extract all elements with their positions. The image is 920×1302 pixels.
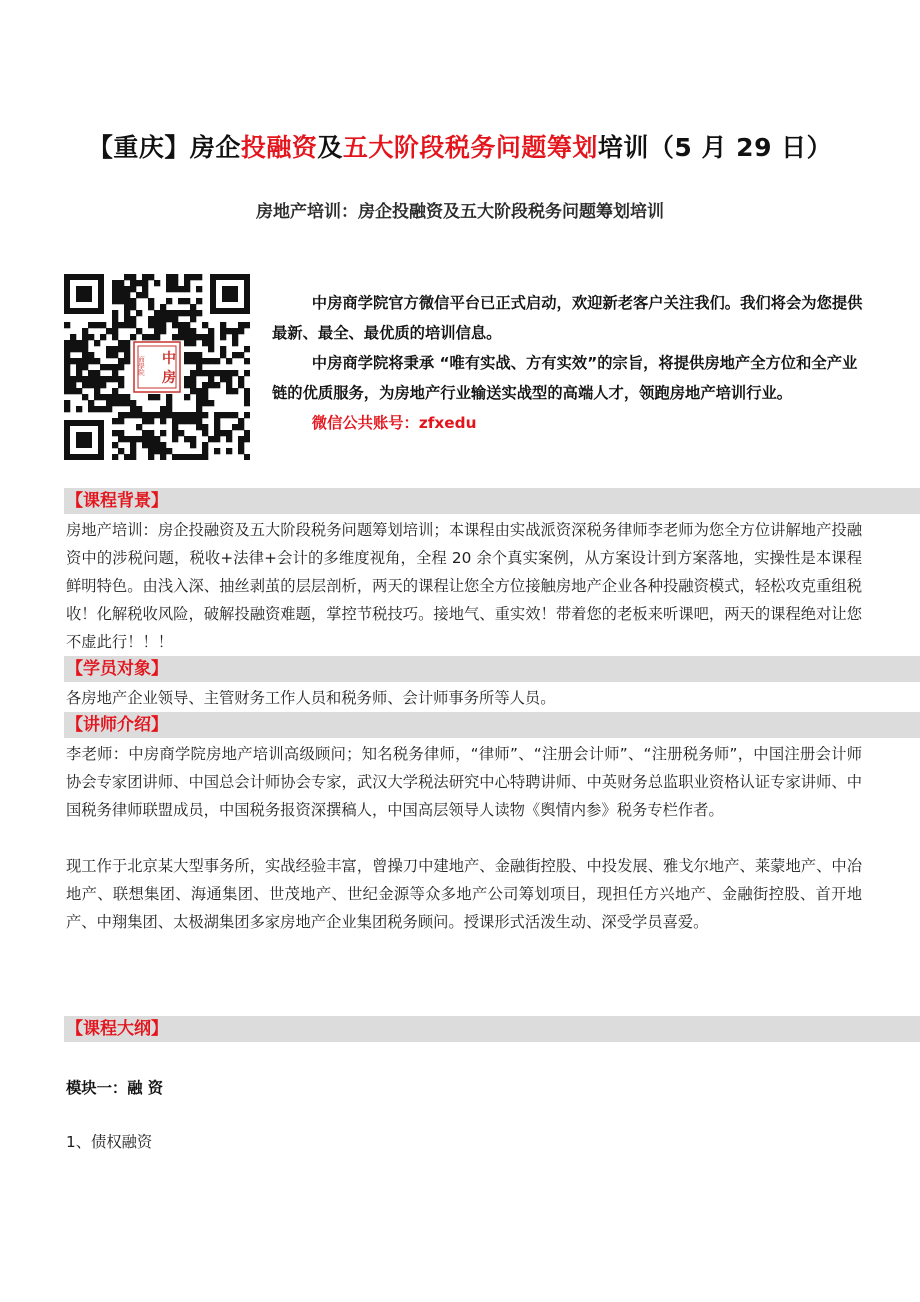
background-paragraph: 房地产培训：房企投融资及五大阶段税务问题筹划培训；本课程由实战派资深税务律师李老师为您全方位讲解地产投融资中的涉税问题，税收+法律+会计的多维度视角，全程 20 余个真实案例，从方案设计到方案落地，实操性是本课程鲜明特色。由浅入深、抽丝剥茧的层层剖析，两天的课程让您全方位接触房地产企业各种投融资模式，轻松攻克重组税收！化解税收风险，破解投融资难题，掌控节税技巧。接地气、重实效！带着您的老板来听课吧，两天的课程绝对让您不虚此行！！！: [66, 521, 862, 651]
lecturer-text: [66, 740, 862, 936]
qr-code-icon: [64, 274, 250, 460]
logo-char-1: 中: [162, 351, 176, 367]
title-highlight-1: 投融资: [240, 133, 318, 162]
logo-char-2: 房: [162, 370, 176, 386]
page-subtitle: 房地产培训：房企投融资及五大阶段税务问题筹划培训: [256, 202, 664, 222]
intro-paragraph-1: 中房商学院官方微信平台已正式启动，欢迎新老客户关注我们。我们将会为您提供最新、最全、最优质的培训信息。: [272, 294, 863, 342]
wechat-account: 微信公共账号：zfxedu: [311, 414, 477, 432]
page-title: [0, 128, 920, 168]
audience-text: [66, 684, 862, 712]
intro-block: [272, 288, 868, 438]
lecturer-paragraph-1: 李老师：中房商学院房地产培训高级顾问；知名税务律师，“律师”、“注册会计师”、“注册税务师”，中国注册会计师协会专家团讲师、中国总会计师协会专家，武汉大学税法研究中心特聘讲师、中英财务总监职业资格认证专家讲师、中国税务律师联盟成员，中国税务报资深撰稿人，中国高层领导人读物《舆情内参》税务专栏作者。: [66, 745, 862, 819]
title-part-5: 培训（5 月 29 日）: [597, 133, 833, 162]
logo-icon: [134, 342, 180, 392]
lecturer-paragraph-2: 现工作于北京某大型事务所，实战经验丰富，曾操刀中建地产、金融街控股、中投发展、雅戈尔地产、莱蒙地产、中冶地产、联想集团、海通集团、世茂地产、世纪金源等众多地产公司筹划项目，现担任方兴地产、金融街控股、首开地产、中翔集团、太极湖集团多家房地产企业集团税务顾问。授课形式活泼生动、深受学员喜爱。: [66, 857, 862, 931]
section-heading-lecturer: 【讲师介绍】: [64, 712, 920, 738]
title-highlight-2: 五大阶段税务问题筹划: [342, 133, 598, 162]
audience-paragraph: 各房地产企业领导、主管财务工作人员和税务师、会计师事务所等人员。: [66, 689, 556, 707]
title-part-3: 及: [317, 133, 343, 162]
section-heading-audience: 【学员对象】: [64, 656, 920, 682]
background-text: [66, 516, 862, 656]
title-part-1: 【重庆】房企: [87, 133, 241, 162]
module-title: 模块一：融 资: [66, 1079, 164, 1097]
section-heading-outline: 【课程大纲】: [64, 1016, 920, 1042]
intro-paragraph-2: 中房商学院将秉承 “唯有实战、方有实效”的宗旨，将提供房地产全方位和全产业链的优质服务，为房地产行业输送实战型的高端人才，领跑房地产培训行业。: [272, 354, 858, 402]
section-heading-background: 【课程背景】: [64, 488, 920, 514]
outline-item: 1、债权融资: [66, 1133, 153, 1151]
logo-char-3: 商學院: [137, 356, 145, 376]
